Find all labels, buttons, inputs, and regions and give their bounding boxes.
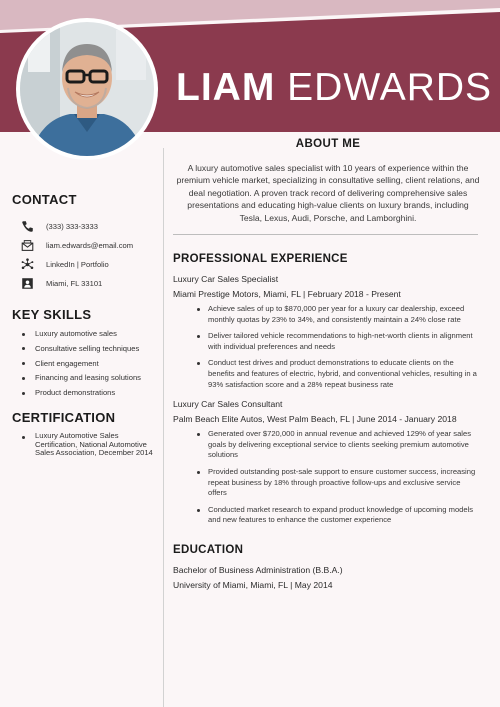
education-degree: Bachelor of Business Administration (B.B.A.) (173, 564, 343, 575)
network-icon (20, 258, 34, 272)
job-title: Luxury Car Sales Specialist (173, 274, 279, 285)
job-entry (173, 399, 483, 526)
skill-item: Product demonstrations (12, 388, 154, 398)
skills-list (12, 329, 154, 398)
skills-heading: KEY SKILLS (12, 307, 92, 322)
certification-item: Luxury Automotive Sales Certification, National Automotive Sales Association, December 2014 (12, 432, 154, 458)
profile-photo-icon (20, 22, 154, 156)
duty-item: Generated over $720,000 in annual revenue and achieved 129% of year sales goals by delivering exceptional service to clients seeking premium automotive solutions (173, 429, 483, 461)
duty-item: Deliver tailored vehicle recommendations to high-net-worth clients in alignment with individual preferences and needs (173, 331, 483, 352)
contact-email-text[interactable]: liam.edwards@email.com (46, 241, 134, 250)
job-duties (173, 429, 483, 526)
contact-heading: CONTACT (12, 192, 77, 207)
duty-item: Conducted market research to expand product knowledge of upcoming models and new features to enhance the customer experience (173, 505, 483, 526)
main-column (173, 138, 483, 590)
job-meta: Palm Beach Elite Autos, West Palm Beach, FL | June 2014 - January 2018 (173, 414, 457, 425)
first-name: LIAM (176, 66, 276, 109)
skill-item: Consultative selling techniques (12, 344, 154, 354)
last-name: EDWARDS (287, 66, 493, 109)
skill-item: Luxury automotive sales (12, 329, 154, 339)
profile-photo (16, 18, 158, 160)
experience-heading: PROFESSIONAL EXPERIENCE (173, 253, 348, 266)
contact-item-phone (12, 217, 154, 236)
duty-item: Provided outstanding post-sale support to ensure customer success, increasing repeat business by 18% through proactive follow-ups and exclusive service offers (173, 467, 483, 499)
certification-list (12, 432, 154, 458)
contact-item-location (12, 274, 154, 293)
job-title: Luxury Car Sales Consultant (173, 399, 283, 410)
skill-item: Financing and leasing solutions (12, 373, 154, 383)
location-icon (20, 277, 34, 291)
job-entry (173, 274, 483, 390)
contact-links-text[interactable]: LinkedIn | Portfolio (46, 260, 109, 269)
duty-item: Achieve sales of up to $870,000 per year for a luxury car dealership, exceed monthly quotas by 23% to 34%, and consistently maintain a 24% close rate (173, 304, 483, 325)
contact-list (12, 217, 154, 293)
skill-item: Client engagement (12, 359, 154, 369)
about-heading: ABOUT ME (295, 138, 361, 150)
sidebar (12, 192, 154, 463)
phone-icon (20, 220, 34, 234)
job-meta: Miami Prestige Motors, Miami, FL | February 2018 - Present (173, 289, 401, 300)
email-icon (20, 239, 34, 253)
certification-heading: CERTIFICATION (12, 410, 116, 426)
contact-item-links (12, 255, 154, 274)
about-text: A luxury automotive sales specialist with 10 years of experience within the premium vehicle market, specializing in consultative selling, client relations, and deal negotiation. A proven track record of delivering comprehensive sales presentations and educating high-value clients on luxury brands, including Tesla, Lexus, Audi, Porsche, and Lamborghini. (176, 163, 480, 223)
education-school: University of Miami, Miami, FL | May 2014 (173, 579, 333, 590)
contact-item-email (12, 236, 154, 255)
section-divider (173, 234, 478, 235)
contact-location-text: Miami, FL 33101 (46, 279, 103, 288)
candidate-name (176, 66, 492, 110)
column-divider (163, 148, 164, 707)
education-heading: EDUCATION (173, 543, 244, 556)
job-duties (173, 304, 483, 390)
duty-item: Conduct test drives and product demonstrations to educate clients on the benefits and features of electric, hybrid, and conventional vehicles, resulting in a 93% satisfaction score and a 28% repeat business rate (173, 358, 483, 390)
contact-phone-text: (333) 333-3333 (46, 222, 98, 231)
